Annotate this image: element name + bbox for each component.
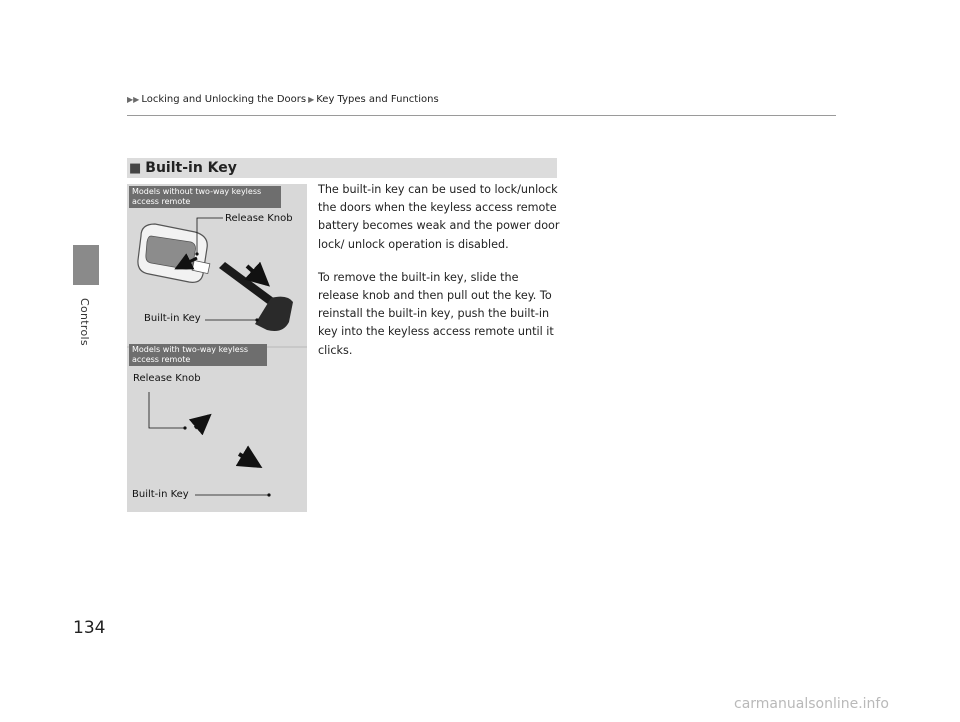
breadcrumb-item-key-types[interactable]: Key Types and Functions xyxy=(316,94,439,105)
remove-arrow-icon xyxy=(239,454,259,466)
breadcrumb-item-locking[interactable]: Locking and Unlocking the Doors xyxy=(141,94,307,105)
watermark: carmanualsonline.info xyxy=(734,696,889,712)
panel1-release-knob-label: Release Knob xyxy=(225,213,293,224)
panel2-release-knob-label: Release Knob xyxy=(133,373,201,384)
breadcrumb-arrow-icon: ▶ xyxy=(308,95,315,104)
sidebar-label: Controls xyxy=(78,298,91,346)
section-tab xyxy=(73,245,99,285)
page-number: 134 xyxy=(73,618,106,638)
panel2-built-in-key-label: Built-in Key xyxy=(132,489,189,500)
release-arrow-icon xyxy=(195,416,209,428)
paragraph-usage: The built-in key can be used to lock/unlock the doors when the keyless access remote battery becomes weak and the power door lock/ unlock operation is disabled. xyxy=(318,183,560,251)
paragraph-removal: To remove the built-in key, slide the release knob and then pull out the key. To reinstall the built-in key, push the built-in key into the keyless access remote until it clicks. xyxy=(318,270,554,357)
key-fob-drawing xyxy=(138,224,210,282)
body-text xyxy=(318,181,560,375)
section-header xyxy=(127,158,557,178)
section-title: Built-in Key xyxy=(145,160,237,176)
breadcrumb-arrow-icon: ▶▶ xyxy=(127,95,140,104)
panel1-model-tag: Models without two-way keyless access remote xyxy=(129,186,281,208)
key-illustration xyxy=(127,184,307,512)
breadcrumb xyxy=(127,94,439,105)
header-rule xyxy=(127,115,836,116)
panel1-built-in-key-label: Built-in Key xyxy=(144,313,201,324)
section-marker-icon: ■ xyxy=(129,160,142,176)
panel2-model-tag: Models with two-way keyless access remote xyxy=(129,344,267,366)
